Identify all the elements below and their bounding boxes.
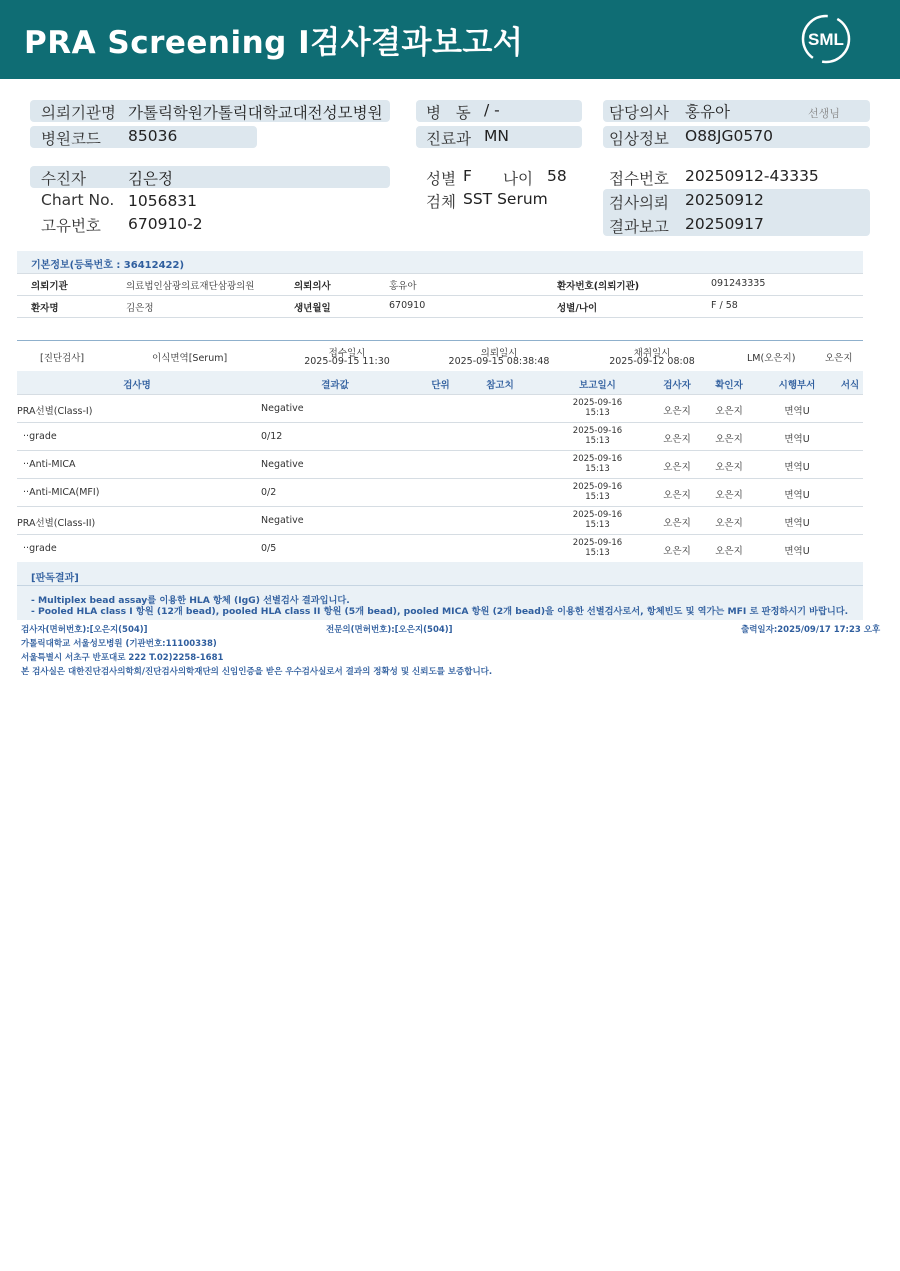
patient-name-basic: 김은정	[126, 303, 154, 314]
hosp-code: 85036	[128, 127, 178, 145]
tester: 오은지	[663, 518, 691, 529]
divider	[17, 506, 863, 507]
sex-label: 성별	[426, 170, 456, 188]
reading-line-1: - Multiplex bead assay를 이용한 HLA 항체 (IgG) 선별검사 결과입니다.	[31, 595, 350, 606]
doctor-label: 담당의사	[609, 104, 669, 122]
report-date: 2025-09-16	[572, 482, 623, 492]
pid-label: 환자번호(의뢰기관)	[557, 281, 640, 292]
req-time: 2025-09-15 08:38:48	[448, 356, 550, 367]
ward-label: 병 동	[426, 104, 471, 122]
dept-label: 진료과	[426, 130, 471, 148]
result-value: 0/5	[261, 543, 277, 554]
reading-line-2: - Pooled HLA class I 항원 (12개 bead), pooled HLA class II 항원 (5개 bead), pooled MICA 항원 (2개 bead)을 이용한 선별검사로서, 항체빈도 및 역가는 MFI 로 판정하시기 바랍니다.	[31, 606, 849, 617]
report-time: 15:13	[585, 436, 610, 446]
specimen-label: 검체	[426, 193, 456, 211]
age-label: 나이	[503, 170, 533, 188]
result-value: Negative	[261, 459, 304, 470]
dept: MN	[484, 127, 509, 145]
checker: 오은지	[715, 490, 743, 501]
divider	[17, 273, 863, 274]
sexage-label: 성별/나이	[557, 303, 598, 314]
doctor: 홍유아	[685, 103, 730, 121]
checker: 오은지	[715, 434, 743, 445]
birth-label: 생년월일	[294, 303, 331, 314]
footer-hospital: 가톨릭대학교 서울성모병원 (기관번호:11100338)	[21, 639, 217, 649]
test-name: PRA선별(Class-I)	[17, 406, 93, 417]
column-header: 결과값	[321, 380, 349, 391]
dept: 면역U	[784, 434, 810, 445]
clinical-label: 임상정보	[609, 130, 669, 148]
patient-label: 수진자	[41, 170, 86, 188]
receipt-label: 접수번호	[609, 170, 669, 188]
result-value: 0/12	[261, 431, 283, 442]
diag-category: [진단검사]	[40, 353, 85, 364]
tester: 오은지	[663, 406, 691, 417]
footer-tester: 검사자(면허번호):[오은지(504)]	[21, 625, 148, 635]
divider	[17, 585, 863, 586]
ward: / -	[484, 101, 500, 119]
report-time: 15:13	[585, 464, 610, 474]
checker: 오은지	[715, 462, 743, 473]
footer-specialist: 전문의(면허번호):[오은지(504)]	[326, 625, 453, 635]
tester: 오은지	[663, 462, 691, 473]
patient-name: 김은정	[128, 170, 173, 188]
column-header: 시행부서	[778, 380, 816, 391]
name-label: 환자명	[31, 303, 59, 314]
test-name: ··Anti-MICA(MFI)	[17, 487, 100, 498]
recv-time: 2025-09-15 11:30	[304, 356, 390, 367]
checker: 오은지	[715, 406, 743, 417]
tester: 오은지	[663, 490, 691, 501]
report-date: 20250917	[685, 215, 764, 233]
test-name: ··grade	[17, 431, 57, 442]
specimen: SST Serum	[463, 190, 548, 208]
column-header: 확인자	[715, 380, 743, 391]
dept: 면역U	[784, 406, 810, 417]
report-time: 15:13	[585, 492, 610, 502]
lm-name: 오은지	[825, 353, 853, 364]
hosp-code-label: 병원코드	[41, 130, 101, 148]
pid: 091243335	[711, 278, 766, 289]
req-org: 가톨릭학원가톨릭대학교대전성모병원	[128, 104, 383, 122]
chart-no: 1056831	[128, 192, 198, 210]
divider	[17, 340, 863, 341]
divider	[17, 450, 863, 451]
tester: 오은지	[663, 546, 691, 557]
report-date: 2025-09-16	[572, 454, 623, 464]
age: 58	[547, 167, 567, 185]
lm: LM(오은지)	[747, 353, 796, 364]
report-date-label: 결과보고	[609, 218, 669, 236]
footer-address: 서울특별시 서초구 반포대로 222 T.02)2258-1681	[21, 653, 224, 663]
dept: 면역U	[784, 490, 810, 501]
divider	[17, 295, 863, 296]
req-label: 의뢰일시	[480, 348, 518, 359]
receipt-no: 20250912-43335	[685, 167, 819, 185]
report-time: 15:13	[585, 548, 610, 558]
column-header: 검사자	[663, 380, 691, 391]
svg-text:SML: SML	[808, 30, 844, 49]
column-header: 참고치	[486, 380, 514, 391]
collect-label: 채취일시	[633, 348, 671, 359]
report-title: PRA Screening Ⅰ검사결과보고서	[24, 25, 524, 61]
test-name: PRA선별(Class-II)	[17, 518, 96, 529]
result-value: Negative	[261, 515, 304, 526]
birth: 670910	[389, 300, 426, 311]
divider	[17, 422, 863, 423]
chart-label: Chart No.	[41, 191, 115, 209]
report-time: 15:13	[585, 520, 610, 530]
report-date: 2025-09-16	[572, 426, 623, 436]
checker: 오은지	[715, 518, 743, 529]
sexage: F / 58	[711, 300, 738, 311]
column-header: 단위	[431, 380, 450, 391]
dept: 면역U	[784, 462, 810, 473]
req-org-label: 의뢰기관명	[41, 104, 116, 122]
test-name: ··grade	[17, 543, 57, 554]
result-value: Negative	[261, 403, 304, 414]
sml-logo	[800, 13, 852, 65]
exam-specimen: 이식면역[Serum]	[152, 353, 228, 364]
req-date: 20250912	[685, 191, 764, 209]
basic-info-title: 기본정보(등록번호 : 36412422)	[31, 260, 185, 271]
column-header: 검사명	[123, 380, 151, 391]
sex: F	[463, 167, 472, 185]
org-label: 의뢰기관	[31, 281, 68, 292]
divider	[17, 394, 863, 395]
divider	[17, 478, 863, 479]
report-date: 2025-09-16	[572, 538, 623, 548]
divider	[17, 317, 863, 318]
org: 의료법인삼광의료재단삼광의원	[126, 281, 255, 292]
dept: 면역U	[784, 546, 810, 557]
checker: 오은지	[715, 546, 743, 557]
doc-label: 의뢰의사	[294, 281, 331, 292]
divider	[17, 534, 863, 535]
report-header	[0, 0, 900, 79]
footer-cert: 본 검사실은 대한진단검사의학회/진단검사의학재단의 신임인증을 받은 우수검사실로서 결과의 정확성 및 신뢰도를 보증합니다.	[21, 667, 493, 677]
tester: 오은지	[663, 434, 691, 445]
report-date: 2025-09-16	[572, 510, 623, 520]
doc: 홍유아	[389, 281, 417, 292]
recv-label: 접수일시	[328, 348, 366, 359]
collect-time: 2025-09-12 08:08	[609, 356, 695, 367]
clinical-info: O88JG0570	[685, 127, 773, 145]
req-date-label: 검사의뢰	[609, 194, 669, 212]
result-value: 0/2	[261, 487, 277, 498]
column-header: 서식	[840, 380, 860, 391]
column-header: 보고일시	[579, 380, 616, 391]
doctor-suffix: 선생님	[808, 107, 840, 120]
uid: 670910-2	[128, 215, 203, 233]
dept: 면역U	[784, 518, 810, 529]
report-time: 15:13	[585, 408, 610, 418]
report-date: 2025-09-16	[572, 398, 623, 408]
uid-label: 고유번호	[41, 217, 101, 235]
test-name: ··Anti-MICA	[17, 459, 76, 470]
reading-title: [판독결과]	[31, 573, 79, 584]
footer-printed: 출력일자:2025/09/17 17:23 오후	[741, 625, 881, 635]
